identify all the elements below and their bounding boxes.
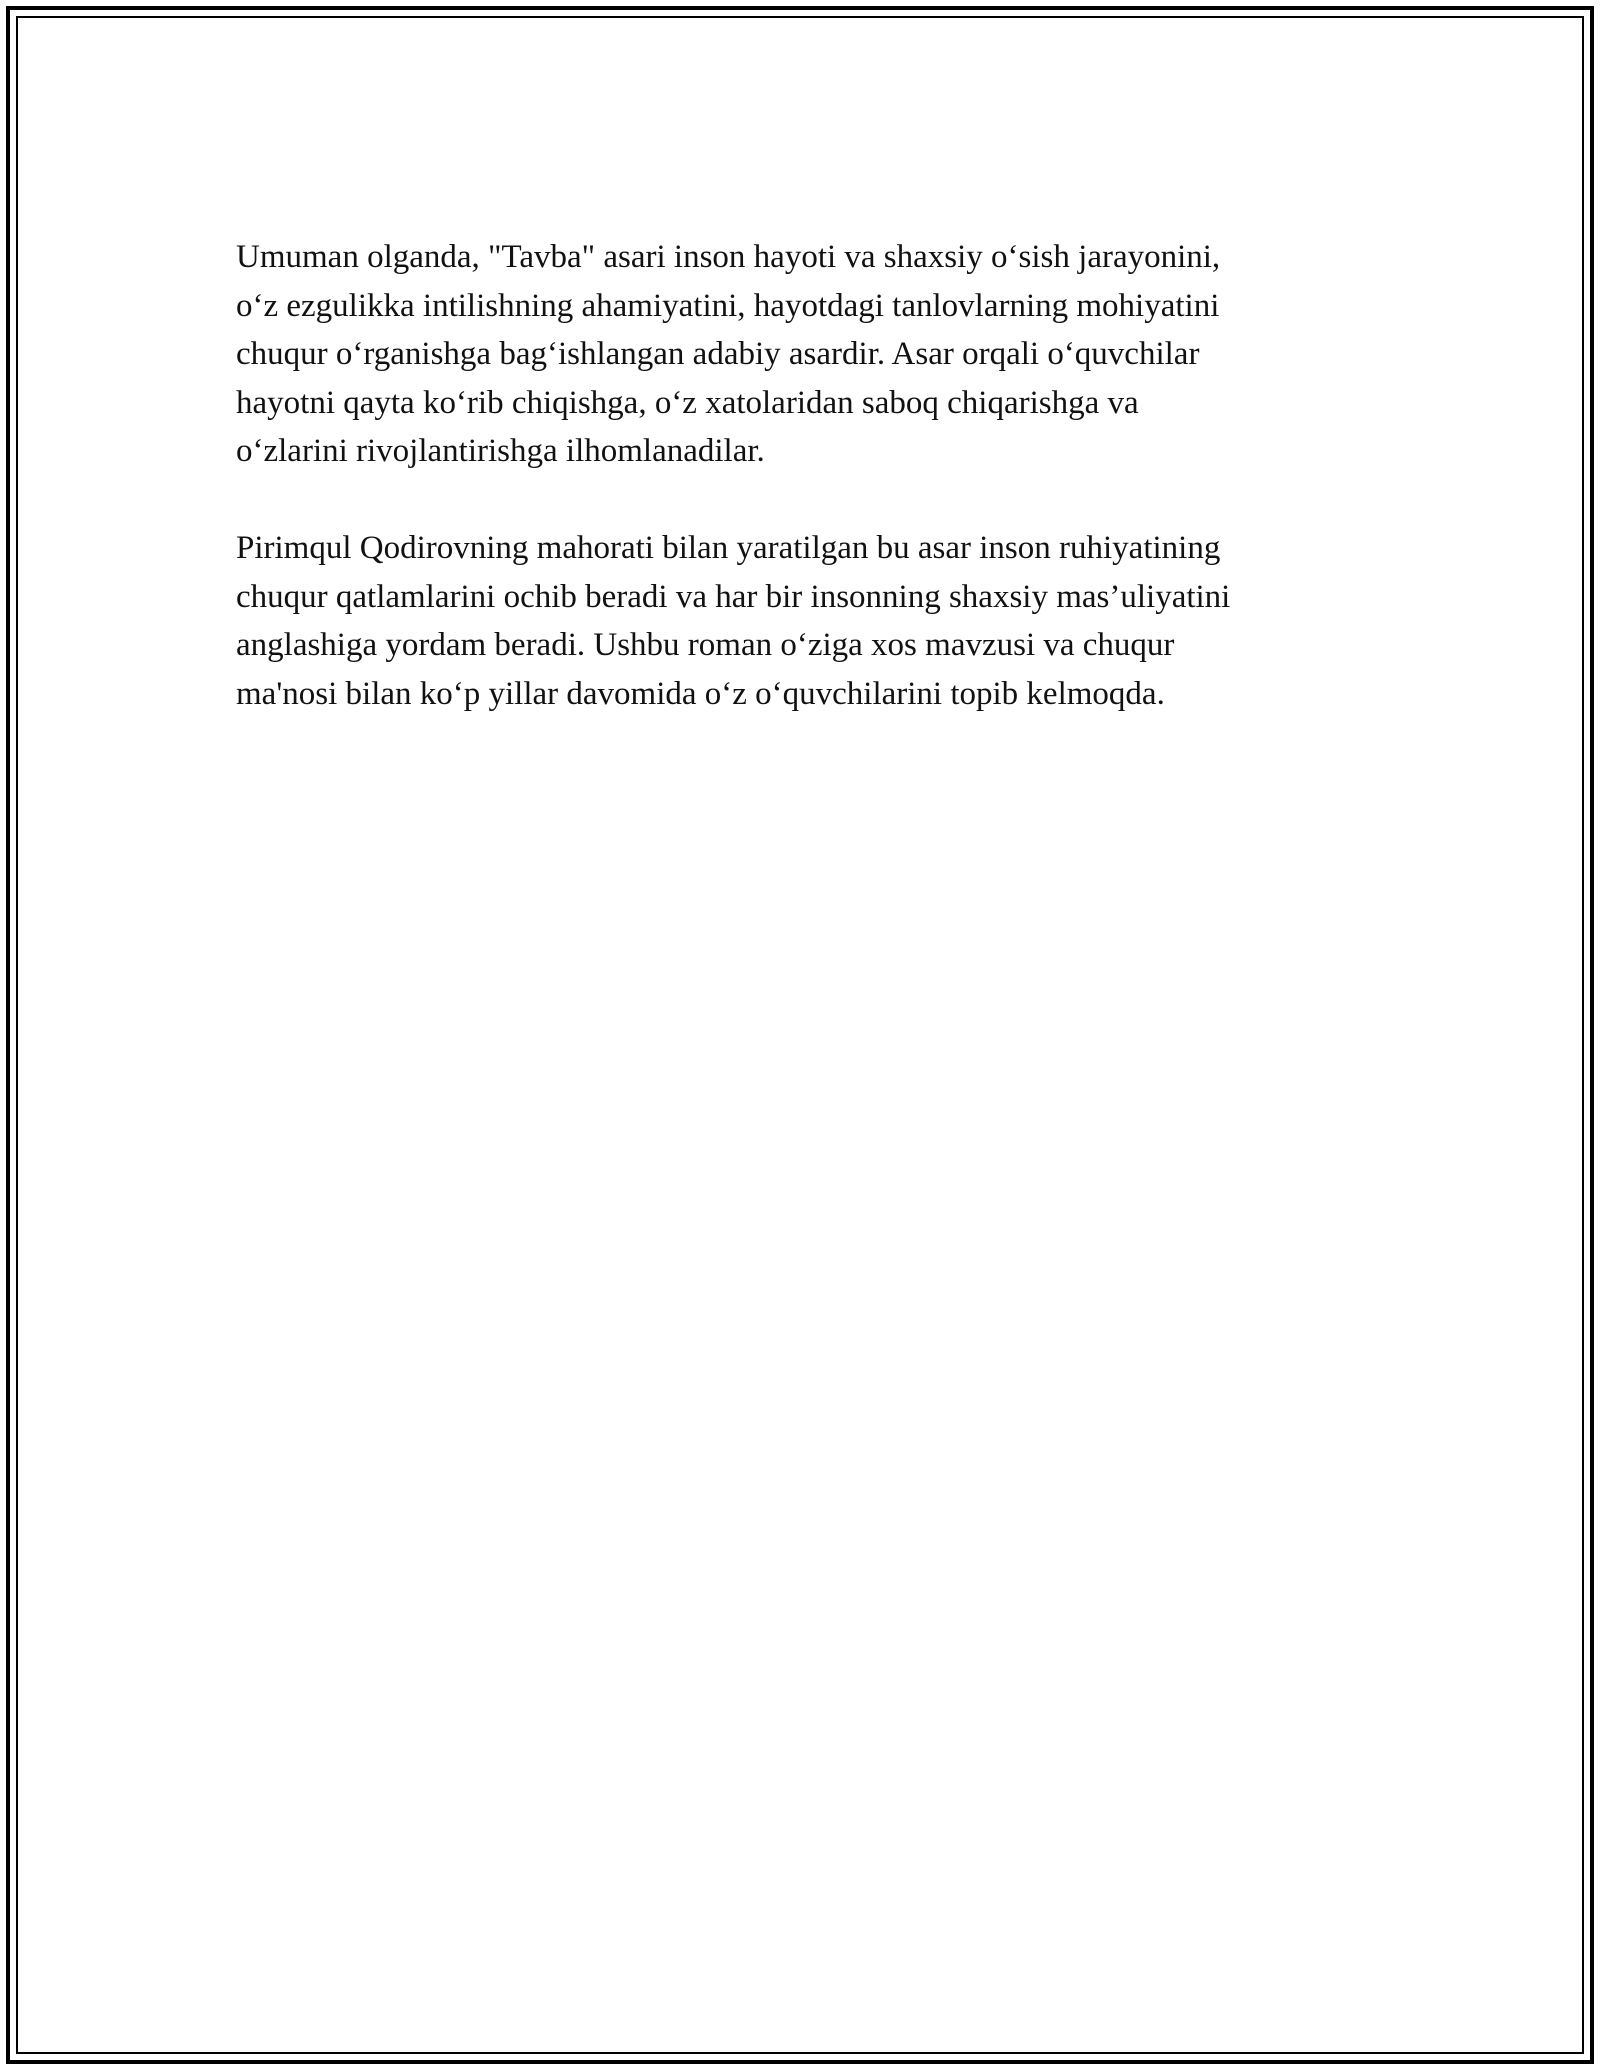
text-line: anglashiga yordam beradi. Ushbu roman oʻziga xos mavzusi va chuqur bbox=[236, 627, 1175, 663]
text-line: oʻzlarini rivojlantirishga ilhomlanadilar. bbox=[236, 433, 765, 469]
text-line: chuqur qatlamlarini ochib beradi va har bir insonning shaxsiy mas’uliyatini bbox=[236, 578, 1231, 615]
text-line: oʻz ezgulikka intilishning ahamiyatini, hayotdagi tanlovlarning mohiyatini bbox=[236, 287, 1220, 324]
text-line: ma'nosi bilan koʻp yillar davomida oʻz oʻquvchilarini topib kelmoqda. bbox=[236, 675, 1165, 712]
text-line: Umuman olganda, "Tavba" asari inson hayoti va shaxsiy oʻsish jarayonini, bbox=[236, 239, 1221, 275]
paragraph-2 bbox=[236, 524, 1366, 718]
text-line: chuqur oʻrganishga bagʻishlangan adabiy asardir. Asar orqali oʻquvchilar bbox=[236, 336, 1200, 372]
paragraph-1 bbox=[236, 233, 1366, 476]
text-line: hayotni qayta koʻrib chiqishga, oʻz xatolaridan saboq chiqarishga va bbox=[236, 384, 1139, 421]
document-body bbox=[236, 233, 1366, 718]
text-line: Pirimqul Qodirovning mahorati bilan yaratilgan bu asar inson ruhiyatining bbox=[236, 530, 1221, 566]
